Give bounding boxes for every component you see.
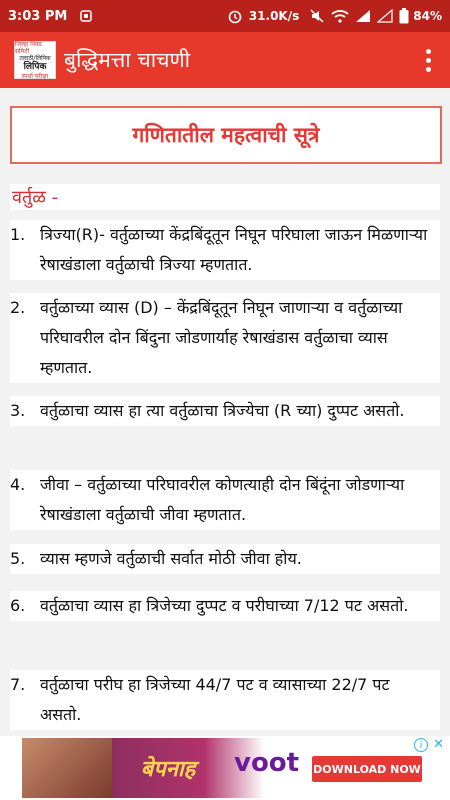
app-bar bbox=[0, 32, 450, 88]
app-logo: जिल्हा निवड समिती तलाठी/लिपिक लिपिक स्पर्धा परीक्षा bbox=[14, 41, 56, 79]
ad-download-button[interactable]: DOWNLOAD NOW bbox=[312, 756, 422, 782]
item-text: वर्तुळाच्या व्यास (D) – केंद्रबिंदूतून निघून जाणाऱ्या व वर्तुळाच्या परिघावरील दोन बिंदुना जोडणार्याह रेषाखंडास वर्तुळाचा व्यास म्हणतात. bbox=[40, 298, 403, 377]
page-heading: गणितातील महत्वाची सूत्रे bbox=[132, 123, 320, 147]
battery-percent: 84% bbox=[413, 9, 442, 23]
item-text: जीवा – वर्तुळाच्या परिघावरील कोणत्याही दोन बिंदूंना जोडणाऱ्या रेषाखंडाला वर्तुळाची जीवा म्हणतात. bbox=[40, 475, 405, 524]
ad-image bbox=[22, 738, 112, 798]
signal-icon-2 bbox=[377, 9, 393, 23]
item-number: 1. bbox=[10, 225, 26, 244]
item-number: 5. bbox=[10, 549, 26, 568]
list-item bbox=[10, 396, 440, 426]
item-text: वर्तुळाचा व्यास हा त्रिजेच्या दुप्पट व परीघाच्या 7/12 पट असतो. bbox=[40, 596, 409, 615]
ad-info-icon[interactable]: i bbox=[414, 738, 428, 752]
wifi-icon bbox=[331, 9, 349, 23]
list-item bbox=[10, 670, 440, 730]
list-item bbox=[10, 591, 440, 621]
ad-close-icon[interactable]: ✕ bbox=[433, 737, 444, 752]
mute-icon bbox=[309, 8, 325, 24]
section-title: वर्तुळ - bbox=[10, 184, 440, 210]
ad-content[interactable] bbox=[22, 738, 426, 798]
ad-banner[interactable] bbox=[0, 736, 450, 800]
app-title: बुद्धिमत्ता चाचणी bbox=[64, 48, 191, 72]
item-text: व्यास म्हणजे वर्तुळाची सर्वात मोठी जीवा होय. bbox=[40, 549, 302, 568]
list-item bbox=[10, 293, 440, 383]
notification-icon bbox=[79, 9, 93, 23]
alarm-icon bbox=[227, 8, 243, 24]
item-text: वर्तुळाचा व्यास हा त्या वर्तुळाचा त्रिज्येचा (R च्या) दुप्पट असतो. bbox=[40, 401, 405, 420]
item-text: वर्तुळाचा परीघ हा त्रिजेच्या 44/7 पट व व्यासाच्या 22/7 पट असतो. bbox=[40, 675, 390, 724]
item-number: 4. bbox=[10, 475, 26, 494]
item-number: 2. bbox=[10, 298, 26, 317]
item-number: 3. bbox=[10, 401, 26, 420]
content-area[interactable] bbox=[0, 88, 450, 736]
list-item bbox=[10, 544, 440, 574]
battery-icon bbox=[399, 8, 409, 24]
item-number: 6. bbox=[10, 596, 26, 615]
network-speed: 31.0K/s bbox=[248, 9, 300, 23]
list-item bbox=[10, 470, 440, 530]
heading-box bbox=[10, 106, 442, 164]
list-item bbox=[10, 220, 440, 280]
ad-brand: voot bbox=[234, 748, 300, 778]
item-number: 7. bbox=[10, 675, 26, 694]
signal-icon bbox=[355, 9, 371, 23]
item-text: त्रिज्या(R)- वर्तुळाच्या केंद्रबिंदूतून निघून परिघाला जाऊन मिळणाऱ्या रेषाखंडाला वर्तुळाची त्रिज्या म्हणतात. bbox=[40, 225, 428, 274]
status-bar bbox=[0, 0, 450, 32]
ad-show-title: बेपनाह bbox=[140, 757, 196, 782]
status-time: 3:03 PM bbox=[8, 8, 68, 24]
more-vert-icon[interactable] bbox=[416, 42, 440, 78]
